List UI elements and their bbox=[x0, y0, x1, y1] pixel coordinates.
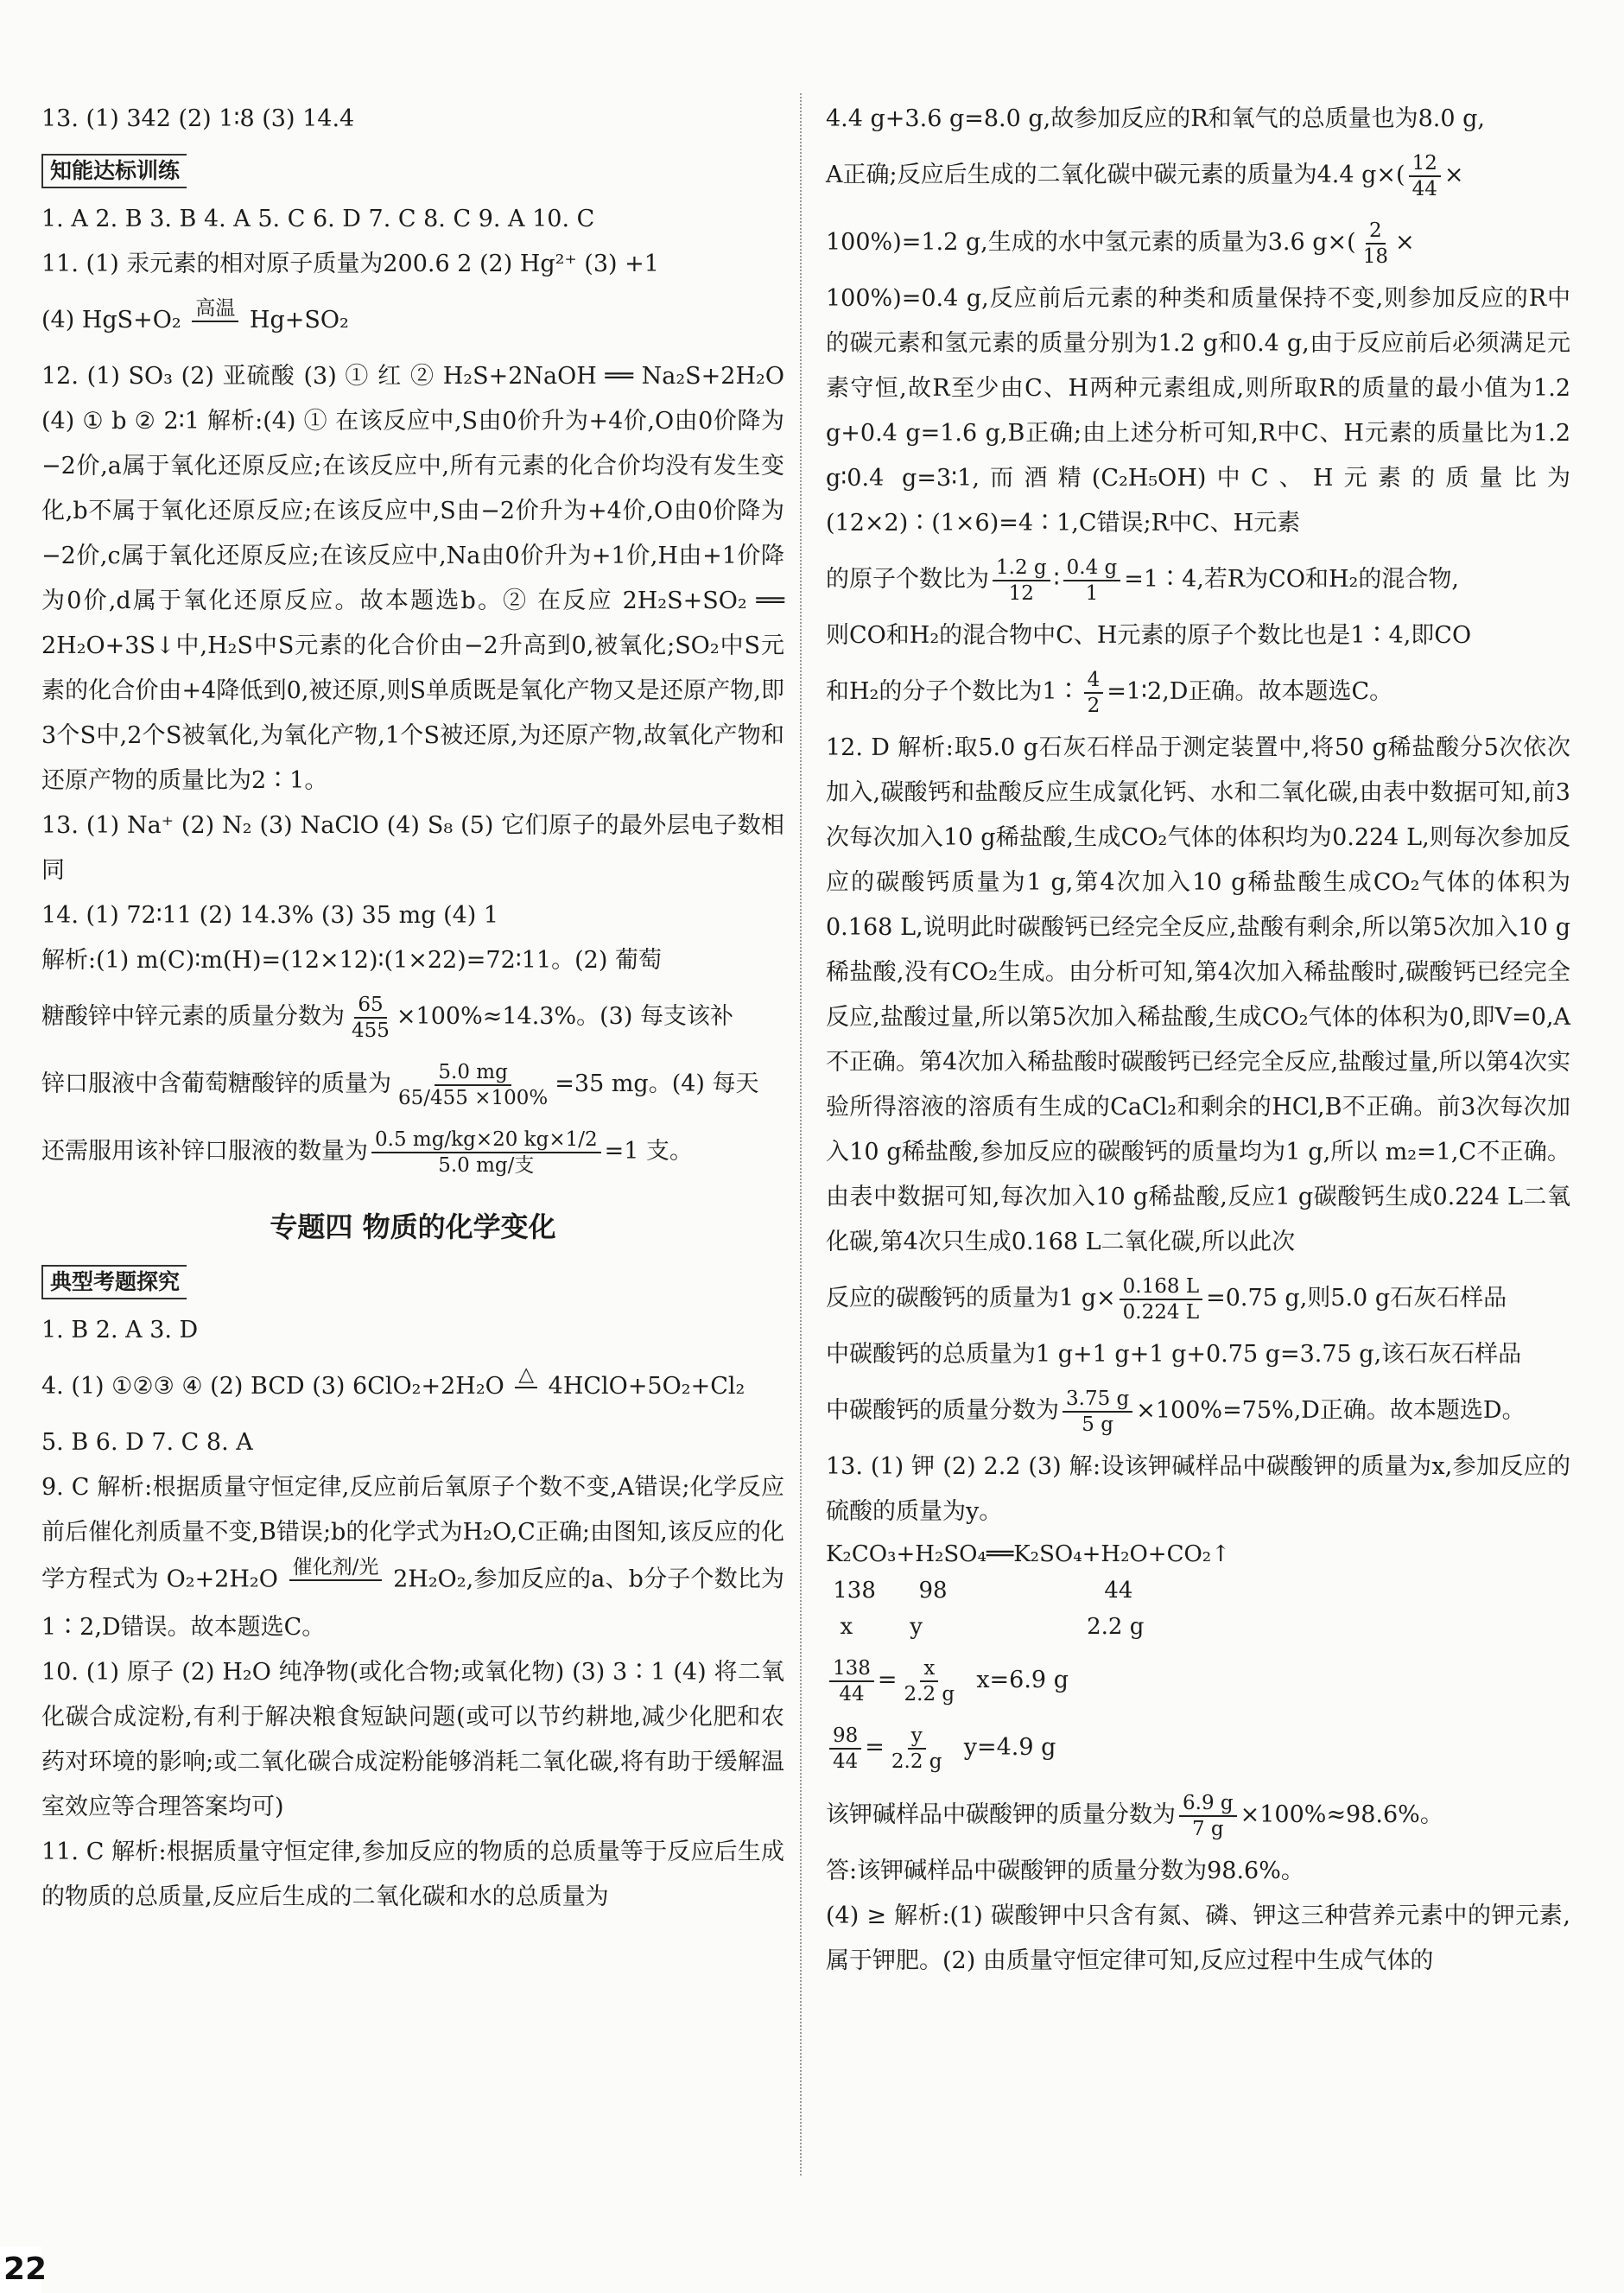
left-column bbox=[41, 97, 784, 1920]
ratio-y: $\frac{98}{44}$ = $\frac{y}{2.2 g}$ y=4.9 g bbox=[826, 1714, 1570, 1782]
fraction: $\frac{2}{18}$ bbox=[1362, 219, 1388, 268]
fraction: $\frac{x}{2.2 g}$ bbox=[904, 1656, 955, 1705]
column-divider bbox=[800, 93, 802, 2175]
equation-var-row: x y 2.2 g bbox=[826, 1614, 1145, 1640]
chapter-title: 专题四 物质的化学变化 bbox=[270, 1210, 556, 1243]
answer-q13-right: 13. (1) 钾 (2) 2.2 (3) 解:设该钾碱样品中碳酸钾的质量为x,参加反应的硫酸的质量为y。 bbox=[826, 1453, 1570, 1525]
answer-q14-exp4: 还需服用该补锌口服液的数量为 $\frac{0.5 mg/kg\times 20 kg\times 1/2}{\text{5.0 mg/支}}$ =1 支。 bbox=[41, 1127, 694, 1177]
right-line1: 4.4 g+3.6 g=8.0 g,故参加反应的R和氧气的总质量也为8.0 g, bbox=[826, 105, 1485, 132]
fraction: $\frac{98}{44}$ bbox=[829, 1724, 861, 1774]
right-line5: 的原子个数比为 $\frac{1.2 g}{12}$ ∶ $\frac{0.4 g}{1}$ =1∶4,若R为CO和H₂的混合物, bbox=[826, 556, 1459, 605]
answers-1-10: 1. A 2. B 3. B 4. A 5. C 6. D 7. C 8. C 9. A 10. C bbox=[41, 206, 595, 232]
fraction: $\frac{4}{2}$ bbox=[1084, 668, 1104, 718]
answers-5-8: 5. B 6. D 7. C 8. A bbox=[41, 1429, 253, 1456]
answer-q11-line2: (4) HgS+O₂ 高温 Hg+SO₂ bbox=[41, 287, 784, 354]
right-line7: 和H₂的分子个数比为1∶ $\frac{4}{2}$ =1∶2,D正确。故本题选C。 bbox=[826, 668, 1393, 717]
percentage-line: 该钾碱样品中碳酸钾的质量分数为 $\frac{6.9 g}{7 g}$ ×100%≈98.6%。 bbox=[826, 1791, 1443, 1840]
answer-q13-a: 13. (1) 342 (2) 1∶8 (3) 14.4 bbox=[41, 105, 355, 132]
answer-q14-exp2: 糖酸锌中锌元素的质量分数为 $\frac{65}{455}$ ×100%≈14.3%。(3) 每支该补 bbox=[41, 993, 733, 1042]
fraction: $\frac{y}{2.2 g}$ bbox=[891, 1724, 942, 1773]
right-line6: 则CO和H₂的混合物中C、H元素的原子个数比也是1∶4,即CO bbox=[826, 622, 1472, 649]
answer-q9: 9. C 解析:根据质量守恒定律,反应前后氧原子个数不变,A错误;化学反应前后催化剂质量不变,B错误;b的化学式为H₂O,C正确;由图知,该反应的化学方程式为 O₂+2H₂O 催化剂/光 2H₂O₂,参加反应的a、b分子个数比为1∶2,D错误。故本题选C。 bbox=[41, 1474, 784, 1641]
fraction: $\frac{0.168 L}{0.224 L}$ bbox=[1120, 1274, 1202, 1324]
answer-q14: 14. (1) 72∶11 (2) 14.3% (3) 35 mg (4) 1 bbox=[41, 902, 499, 929]
section-tag-exam: 典型考题探究 bbox=[41, 1260, 784, 1305]
fraction: $\frac{0.4 g}{1}$ bbox=[1063, 556, 1121, 606]
answer-q11-b: 11. C 解析:根据质量守恒定律,参加反应的物质的总质量等于反应后生成的物质的总质量,反应后生成的二氧化碳和水的总质量为 bbox=[41, 1839, 784, 1910]
answer-q10: 10. (1) 原子 (2) H₂O 纯净物(或化合物;或氧化物) (3) 3∶1 (4) 将二氧化碳合成淀粉,有利于解决粮食短缺问题(或可以节约耕地,减少化肥和农药对环境的影响;或二氧化碳合成淀粉能够消耗二氧化碳,将有助于缓解温室效应等合理答案均可) bbox=[41, 1659, 784, 1820]
fraction: $\frac{5.0 mg}{65/455 \times 100\%}$ bbox=[398, 1060, 549, 1109]
equation-mass-row: 138 98 44 bbox=[826, 1578, 1133, 1604]
page-number: 22 bbox=[0, 2246, 41, 2293]
answer-q14-exp3: 锌口服液中含葡萄糖酸锌的质量为 $\frac{5.0 mg}{65/455 \times 100\%}$ =35 mg。(4) 每天 bbox=[41, 1060, 759, 1109]
answer-q14-exp1: 解析:(1) m(C)∶m(H)=(12×12)∶(1×22)=72∶11。(2) 葡萄 bbox=[41, 947, 662, 974]
right-column bbox=[826, 97, 1570, 1984]
section-tag-training: 知能达标训练 bbox=[41, 149, 784, 194]
ratio-x: $\frac{138}{44}$ = $\frac{x}{2.2 g}$ x=6.9 g bbox=[826, 1647, 1570, 1714]
fraction: $\frac{138}{44}$ bbox=[829, 1656, 874, 1706]
answer-q4: 4. (1) ①②③ ④ (2) BCD (3) 6ClO₂+2H₂O △ 4HClO+5O₂+Cl₂ bbox=[41, 1353, 784, 1420]
answer-q12: 12. (1) SO₃ (2) 亚硫酸 (3) ① 红 ② H₂S+2NaOH ══ Na₂S+2H₂O (4) ① b ② 2∶1 解析:(4) ① 在该反应中,S由0价升为+4价,O由0价降为−2价,a属于氧化还原反应;在该反应中,所有元素的化合价均没有发生变化,b不属于氧化还原反应;在该反应中,S由−2价升为+4价,O由0价降为−2价,c属于氧化还原反应;在该反应中,Na由0价升为+1价,H由+1价降为0价,d属于氧化还原反应。故本题选b。② 在反应 2H₂S+SO₂ ══ 2H₂O+3S↓中,H₂S中S元素的化合价由−2升高到0,被氧化;SO₂中S元素的化合价由+4降低到0,被还原,则S单质既是氧化产物又是还原产物,即3个S中,2个S被氧化,为氧化产物,1个S被还原,为还原产物,故氧化产物和还原产物的质量比为2∶1。 bbox=[41, 363, 784, 794]
q12-line-c: 中碳酸钙的质量分数为 $\frac{3.75 g}{5 g}$ ×100%=75%,D正确。故本题选D。 bbox=[826, 1387, 1526, 1436]
right-para: 100%)=0.4 g,反应前后元素的种类和质量保持不变,则参加反应的R中的碳元素和氢元素的质量分别为1.2 g和0.4 g,由于反应前后必须满足元素守恒,故R至少由C、H两种元素组成,则所取R的质量的最小值为1.2 g+0.4 g=1.6 g,B正确;由上述分析可知,R中C、H元素的质量比为1.2 g∶0.4 g=3∶1,而酒精(C₂H₅OH)中C、H元素的质量比为(12×2)∶(1×6)=4∶1,C错误;R中C、H元素 bbox=[826, 285, 1570, 537]
right-line2: A正确;反应后生成的二氧化碳中碳元素的质量为4.4 g×( $\frac{12}{44}$ × bbox=[826, 151, 1464, 200]
answer-q12-right: 12. D 解析:取5.0 g石灰石样品于测定装置中,将50 g稀盐酸分5次依次加入,碳酸钙和盐酸反应生成氯化钙、水和二氧化碳,由表中数据可知,前3次每次加入10 g稀盐酸,生成CO₂气体的体积均为0.224 L,则每次参加反应的碳酸钙质量为1 g,第4次加入10 g稀盐酸生成CO₂气体的体积为0.168 L,说明此时碳酸钙已经完全反应,盐酸有剩余,所以第5次加入10 g稀盐酸,没有CO₂生成。由分析可知,第4次加入稀盐酸时,碳酸钙已经完全反应,盐酸过量,所以第5次加入稀盐酸,生成CO₂气体的体积为0,即V=0,A不正确。第4次加入稀盐酸时碳酸钙已经完全反应,盐酸过量,所以第4次实验所得溶液的溶质有生成的CaCl₂和剩余的HCl,B不正确。前3次每次加入10 g稀盐酸,参加反应的碳酸钙的质量均为1 g,所以 m₂=1,C不正确。由表中数据可知,每次加入10 g稀盐酸,反应1 g碳酸钙生成0.224 L二氧化碳,第4次只生成0.168 L二氧化碳,所以此次 bbox=[826, 734, 1570, 1255]
right-line3: 100%)=1.2 g,生成的水中氢元素的质量为3.6 g×( $\frac{2}{18}$ × bbox=[826, 219, 1415, 268]
fraction: $\frac{1.2 g}{12}$ bbox=[993, 556, 1050, 606]
answer-q11-line1: 11. (1) 汞元素的相对原子质量为200.6 2 (2) Hg²⁺ (3) +1 bbox=[41, 251, 659, 277]
chemical-equation: K₂CO₃+H₂SO₄══K₂SO₄+H₂O+CO₂↑ bbox=[826, 1541, 1231, 1567]
answer-q13-b: 13. (1) Na⁺ (2) N₂ (3) NaClO (4) S₈ (5) 它们原子的最外层电子数相同 bbox=[41, 812, 784, 884]
q12-line-b: 中碳酸钙的总质量为1 g+1 g+1 g+0.75 g=3.75 g,该石灰石样品 bbox=[826, 1341, 1522, 1368]
reaction-condition-high-temp: 高温 bbox=[192, 296, 238, 346]
fraction: $\frac{6.9 g}{7 g}$ bbox=[1179, 1791, 1237, 1841]
answer-q13-4: (4) ≥ 解析:(1) 碳酸钾中只含有氮、磷、钾这三种营养元素中的钾元素,属于钾肥。(2) 由质量守恒定律可知,反应过程中生成气体的 bbox=[826, 1902, 1570, 1974]
fraction: $\frac{12}{44}$ bbox=[1409, 151, 1441, 201]
q12-line-a: 反应的碳酸钙的质量为1 g× $\frac{0.168 L}{0.224 L}$ =0.75 g,则5.0 g石灰石样品 bbox=[826, 1274, 1507, 1324]
fraction: $\frac{65}{455}$ bbox=[352, 993, 390, 1042]
answers-1-3: 1. B 2. A 3. D bbox=[41, 1317, 199, 1343]
reaction-condition-catalyst: 催化剂/光 bbox=[289, 1555, 383, 1605]
fraction: $\frac{0.5 mg/kg\times 20 kg\times 1/2}{\text{5.0 mg/支}}$ bbox=[371, 1127, 601, 1178]
fraction: $\frac{3.75 g}{5 g}$ bbox=[1063, 1387, 1132, 1437]
answer-statement: 答:该钾碱样品中碳酸钾的质量分数为98.6%。 bbox=[826, 1858, 1304, 1884]
reaction-condition-heat: △ bbox=[515, 1362, 537, 1413]
